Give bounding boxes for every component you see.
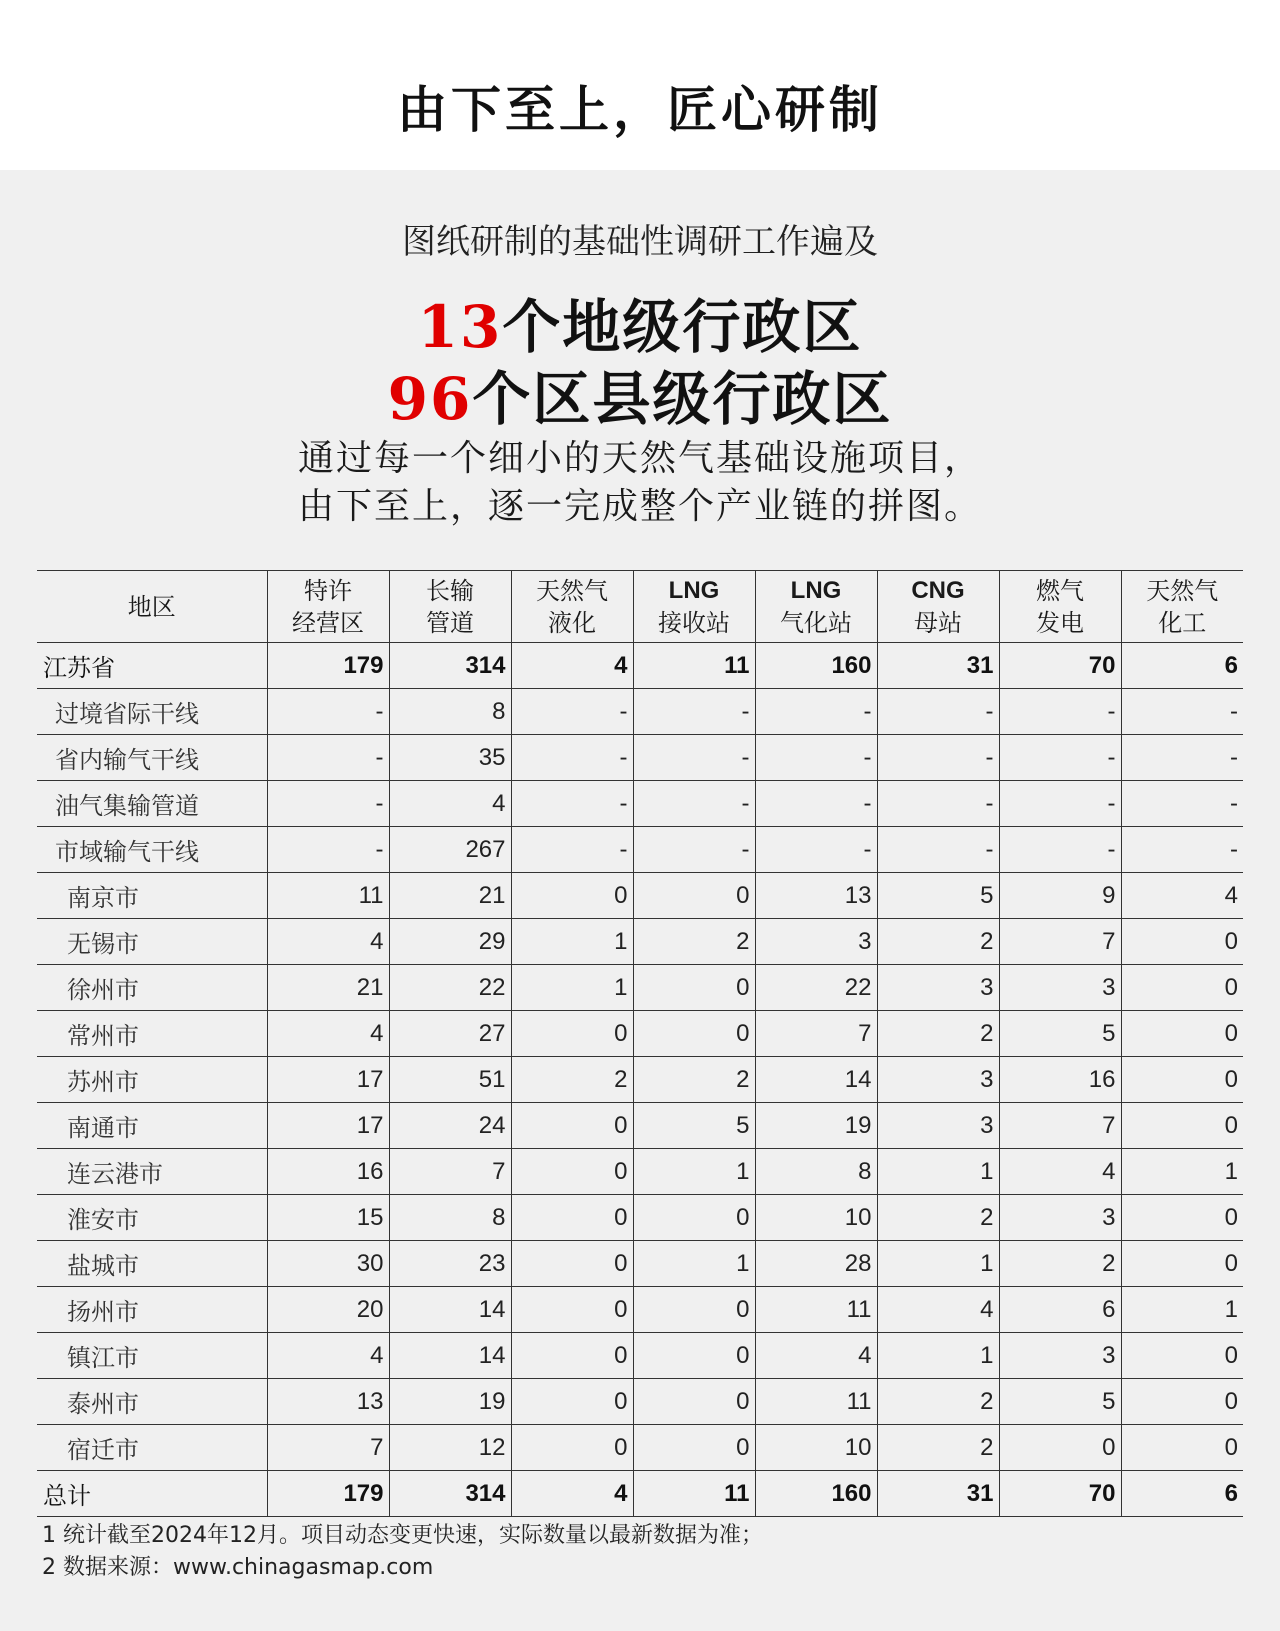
table-row (37, 1011, 1243, 1057)
value-cell: 1 (877, 1241, 999, 1287)
value-cell: - (511, 827, 633, 873)
value-cell: - (755, 827, 877, 873)
value-cell: 0 (1121, 1057, 1243, 1103)
value-cell: 16 (999, 1057, 1121, 1103)
value-cell: 11 (755, 1287, 877, 1333)
value-cell: - (877, 827, 999, 873)
value-cell: 0 (1121, 1425, 1243, 1471)
value-cell: - (999, 735, 1121, 781)
value-cell: - (633, 689, 755, 735)
value-cell: 8 (389, 689, 511, 735)
value-cell: 0 (511, 1287, 633, 1333)
value-cell: 29 (389, 919, 511, 965)
value-cell: 314 (389, 1471, 511, 1517)
value-cell: - (511, 689, 633, 735)
value-cell: 6 (1121, 643, 1243, 689)
value-cell: 0 (511, 1333, 633, 1379)
stat-prefecture-label: 个地级行政区 (502, 293, 863, 361)
value-cell: 5 (633, 1103, 755, 1149)
region-cell: 省内输气干线 (55, 746, 199, 774)
value-cell: 23 (389, 1241, 511, 1287)
stat-county-number: 96 (387, 365, 473, 433)
value-cell: 2 (999, 1241, 1121, 1287)
value-cell: 7 (999, 1103, 1121, 1149)
region-cell: 南通市 (67, 1114, 139, 1142)
table-row (37, 781, 1243, 827)
value-cell: 28 (755, 1241, 877, 1287)
value-cell: 6 (999, 1287, 1121, 1333)
value-cell: 0 (633, 1333, 755, 1379)
value-cell: 7 (389, 1149, 511, 1195)
table-row (37, 735, 1243, 781)
value-cell: 0 (511, 1011, 633, 1057)
value-cell: 179 (267, 1471, 389, 1517)
region-cell: 江苏省 (43, 654, 115, 682)
value-cell: 0 (511, 1103, 633, 1149)
value-cell: - (999, 827, 1121, 873)
value-cell: 1 (877, 1149, 999, 1195)
region-cell: 扬州市 (67, 1298, 139, 1326)
value-cell: 0 (633, 1379, 755, 1425)
value-cell: 5 (877, 873, 999, 919)
value-cell: - (999, 689, 1121, 735)
footnotes (42, 1520, 1242, 1584)
value-cell: 11 (633, 643, 755, 689)
region-cell: 总计 (43, 1482, 91, 1510)
column-header: 长输 管道 (389, 571, 511, 643)
value-cell: 267 (389, 827, 511, 873)
value-cell: 14 (389, 1287, 511, 1333)
column-header-region: 地区 (127, 592, 176, 621)
value-cell: - (633, 781, 755, 827)
table-body (37, 643, 1243, 1517)
value-cell: 0 (1121, 1241, 1243, 1287)
value-cell: 30 (267, 1241, 389, 1287)
value-cell: 10 (755, 1195, 877, 1241)
header-band (0, 0, 1280, 170)
value-cell: 21 (267, 965, 389, 1011)
value-cell: 4 (511, 643, 633, 689)
region-cell: 泰州市 (67, 1390, 139, 1418)
value-cell: - (633, 735, 755, 781)
value-cell: 0 (633, 1195, 755, 1241)
value-cell: 17 (267, 1103, 389, 1149)
value-cell: 1 (877, 1333, 999, 1379)
column-header: 天然气 化工 (1121, 571, 1243, 643)
value-cell: 3 (999, 1333, 1121, 1379)
value-cell: 22 (389, 965, 511, 1011)
value-cell: 0 (633, 965, 755, 1011)
intro-text: 图纸研制的基础性调研工作遍及 (402, 222, 878, 262)
value-cell: 8 (389, 1195, 511, 1241)
value-cell: 17 (267, 1057, 389, 1103)
value-cell: - (511, 735, 633, 781)
value-cell: 10 (755, 1425, 877, 1471)
value-cell: 3 (877, 965, 999, 1011)
value-cell: 31 (877, 643, 999, 689)
table-row (37, 1195, 1243, 1241)
table-row (37, 1333, 1243, 1379)
value-cell: - (267, 735, 389, 781)
value-cell: - (877, 689, 999, 735)
value-cell: 0 (1121, 1103, 1243, 1149)
region-cell: 常州市 (67, 1022, 139, 1050)
value-cell: 2 (877, 1379, 999, 1425)
value-cell: 14 (389, 1333, 511, 1379)
table-row (37, 1471, 1243, 1517)
table-row (37, 1287, 1243, 1333)
region-cell: 镇江市 (67, 1344, 139, 1372)
region-cell: 南京市 (67, 884, 139, 912)
value-cell: 4 (1121, 873, 1243, 919)
column-header: 特许 经营区 (267, 571, 389, 643)
column-header: LNG 气化站 (755, 571, 877, 643)
value-cell: 0 (1121, 965, 1243, 1011)
table-row (37, 689, 1243, 735)
value-cell: 0 (511, 1425, 633, 1471)
value-cell: 3 (755, 919, 877, 965)
value-cell: 1 (1121, 1149, 1243, 1195)
value-cell: - (755, 689, 877, 735)
column-header: CNG 母站 (877, 571, 999, 643)
value-cell: 11 (755, 1379, 877, 1425)
value-cell: - (267, 781, 389, 827)
stat-county (0, 352, 1280, 436)
value-cell: 2 (633, 919, 755, 965)
value-cell: 4 (389, 781, 511, 827)
value-cell: 8 (755, 1149, 877, 1195)
value-cell: 4 (755, 1333, 877, 1379)
value-cell: - (633, 827, 755, 873)
value-cell: 9 (999, 873, 1121, 919)
value-cell: 5 (999, 1011, 1121, 1057)
value-cell: - (999, 781, 1121, 827)
value-cell: 7 (755, 1011, 877, 1057)
value-cell: 5 (999, 1379, 1121, 1425)
description-line-2: 由下至上，逐一完成整个产业链的拼图。 (297, 486, 982, 527)
value-cell: - (755, 735, 877, 781)
value-cell: 4 (877, 1287, 999, 1333)
value-cell: 4 (999, 1149, 1121, 1195)
value-cell: - (1121, 827, 1243, 873)
value-cell: 160 (755, 1471, 877, 1517)
value-cell: 27 (389, 1011, 511, 1057)
table-row (37, 1425, 1243, 1471)
value-cell: - (267, 689, 389, 735)
value-cell: 0 (1121, 1333, 1243, 1379)
value-cell: 4 (267, 1011, 389, 1057)
value-cell: 0 (633, 873, 755, 919)
value-cell: - (267, 827, 389, 873)
region-cell: 市域输气干线 (55, 838, 199, 866)
value-cell: 0 (1121, 919, 1243, 965)
value-cell: 0 (511, 1195, 633, 1241)
value-cell: 1 (633, 1241, 755, 1287)
region-cell: 油气集输管道 (55, 792, 199, 820)
value-cell: 2 (511, 1057, 633, 1103)
table-row (37, 643, 1243, 689)
value-cell: - (1121, 689, 1243, 735)
value-cell: 2 (877, 1195, 999, 1241)
value-cell: 7 (999, 919, 1121, 965)
table-row (37, 1241, 1243, 1287)
table-row (37, 827, 1243, 873)
region-cell: 苏州市 (67, 1068, 139, 1096)
value-cell: 0 (633, 1011, 755, 1057)
infrastructure-table (37, 570, 1243, 1517)
value-cell: 13 (267, 1379, 389, 1425)
region-cell: 盐城市 (67, 1252, 139, 1280)
value-cell: 21 (389, 873, 511, 919)
value-cell: 0 (1121, 1195, 1243, 1241)
value-cell: 3 (999, 1195, 1121, 1241)
value-cell: 0 (1121, 1011, 1243, 1057)
value-cell: 314 (389, 643, 511, 689)
value-cell: 0 (633, 1425, 755, 1471)
page-title: 由下至上，匠心研制 (397, 81, 883, 139)
value-cell: 2 (633, 1057, 755, 1103)
table-row (37, 1379, 1243, 1425)
value-cell: 7 (267, 1425, 389, 1471)
region-cell: 徐州市 (67, 976, 139, 1004)
table-row (37, 1149, 1243, 1195)
value-cell: 51 (389, 1057, 511, 1103)
value-cell: 2 (877, 1011, 999, 1057)
value-cell: 19 (389, 1379, 511, 1425)
value-cell: 14 (755, 1057, 877, 1103)
value-cell: - (755, 781, 877, 827)
value-cell: 11 (633, 1471, 755, 1517)
value-cell: 70 (999, 643, 1121, 689)
table-row (37, 919, 1243, 965)
value-cell: 11 (267, 873, 389, 919)
region-cell: 淮安市 (67, 1206, 139, 1234)
footnote-1: 1 统计截至2024年12月。项目动态变更快速，实际数量以最新数据为准； (42, 1523, 763, 1548)
value-cell: 4 (267, 919, 389, 965)
stat-prefecture-number: 13 (417, 293, 503, 361)
value-cell: 24 (389, 1103, 511, 1149)
value-cell: 19 (755, 1103, 877, 1149)
value-cell: 2 (877, 1425, 999, 1471)
value-cell: 3 (999, 965, 1121, 1011)
footnote-2: 2 数据来源：www.chinagasmap.com (42, 1555, 434, 1580)
value-cell: - (1121, 735, 1243, 781)
value-cell: 0 (511, 1379, 633, 1425)
table-row (37, 1057, 1243, 1103)
value-cell: 1 (511, 919, 633, 965)
value-cell: 6 (1121, 1471, 1243, 1517)
table-row (37, 873, 1243, 919)
value-cell: 16 (267, 1149, 389, 1195)
value-cell: 1 (633, 1149, 755, 1195)
value-cell: 0 (511, 1241, 633, 1287)
value-cell: - (1121, 781, 1243, 827)
stat-county-label: 个区县级行政区 (472, 365, 893, 433)
value-cell: 1 (511, 965, 633, 1011)
value-cell: 4 (267, 1333, 389, 1379)
value-cell: 0 (633, 1287, 755, 1333)
value-cell: 0 (1121, 1379, 1243, 1425)
table-row (37, 965, 1243, 1011)
value-cell: 160 (755, 643, 877, 689)
value-cell: - (877, 735, 999, 781)
column-header: LNG 接收站 (633, 571, 755, 643)
region-cell: 连云港市 (67, 1160, 163, 1188)
value-cell: 22 (755, 965, 877, 1011)
column-header: 天然气 液化 (511, 571, 633, 643)
value-cell: 0 (999, 1425, 1121, 1471)
value-cell: 0 (511, 1149, 633, 1195)
value-cell: - (877, 781, 999, 827)
value-cell: 13 (755, 873, 877, 919)
region-cell: 宿迁市 (67, 1436, 139, 1464)
value-cell: 3 (877, 1103, 999, 1149)
column-header: 燃气 发电 (999, 571, 1121, 643)
description-line-1: 通过每一个细小的天然气基础设施项目， (297, 438, 982, 479)
value-cell: 20 (267, 1287, 389, 1333)
region-cell: 过境省际干线 (55, 700, 199, 728)
table-row (37, 1103, 1243, 1149)
value-cell: 15 (267, 1195, 389, 1241)
value-cell: 3 (877, 1057, 999, 1103)
value-cell: 2 (877, 919, 999, 965)
value-cell: - (511, 781, 633, 827)
value-cell: 31 (877, 1471, 999, 1517)
table-header-row (37, 571, 1243, 643)
value-cell: 12 (389, 1425, 511, 1471)
value-cell: 0 (511, 873, 633, 919)
value-cell: 1 (1121, 1287, 1243, 1333)
value-cell: 35 (389, 735, 511, 781)
value-cell: 70 (999, 1471, 1121, 1517)
value-cell: 4 (511, 1471, 633, 1517)
region-cell: 无锡市 (67, 930, 139, 958)
value-cell: 179 (267, 643, 389, 689)
